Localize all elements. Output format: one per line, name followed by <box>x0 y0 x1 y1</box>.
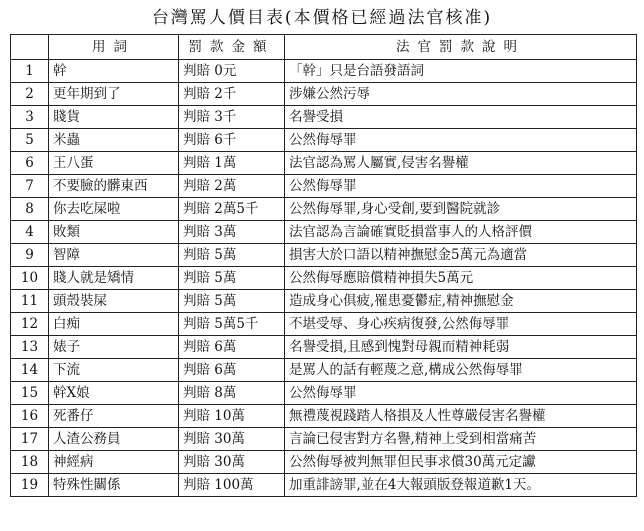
row-term: 智障 <box>49 244 179 267</box>
row-fine: 判賠 5萬 <box>179 267 285 290</box>
row-note: 損害大於口語以精神撫慰金5萬元為適當 <box>285 244 637 267</box>
row-term: 特殊性關係 <box>49 474 179 497</box>
row-term: 死番仔 <box>49 405 179 428</box>
row-term: 王八蛋 <box>49 152 179 175</box>
row-number: 13 <box>11 336 49 359</box>
row-note: 造成身心俱疲,罹患憂鬱症,精神撫慰金 <box>285 290 637 313</box>
row-note: 法官認為罵人屬實,侵害名譽權 <box>285 152 637 175</box>
row-fine: 判賠 30萬 <box>179 428 285 451</box>
table-row <box>11 405 637 428</box>
row-number: 16 <box>11 405 49 428</box>
table-row <box>11 474 637 497</box>
header-number <box>11 35 49 60</box>
header-fine: 罰款金額 <box>179 35 285 60</box>
row-term: 頭殼裝屎 <box>49 290 179 313</box>
row-term: 白痴 <box>49 313 179 336</box>
row-note: 公然侮辱罪 <box>285 175 637 198</box>
table-row <box>11 451 637 474</box>
row-note: 是罵人的話有輕蔑之意,構成公然侮辱罪 <box>285 359 637 382</box>
row-note: 「幹」只是台語發語詞 <box>285 60 637 83</box>
table-row <box>11 175 637 198</box>
row-number: 12 <box>11 313 49 336</box>
header-term: 用詞 <box>49 35 179 60</box>
row-fine: 判賠 10萬 <box>179 405 285 428</box>
row-number: 6 <box>11 152 49 175</box>
row-note: 加重誹謗罪,並在4大報頭版登報道歉1天。 <box>285 474 637 497</box>
page-title: 台灣罵人價目表(本價格已經過法官核准) <box>151 8 493 28</box>
row-note: 涉嫌公然污辱 <box>285 83 637 106</box>
row-number: 4 <box>11 221 49 244</box>
row-fine: 判賠 5萬 <box>179 290 285 313</box>
row-term: 敗類 <box>49 221 179 244</box>
row-number: 8 <box>11 198 49 221</box>
row-note: 公然侮辱罪 <box>285 382 637 405</box>
row-term: 下流 <box>49 359 179 382</box>
row-fine: 判賠 5萬 <box>179 244 285 267</box>
row-note: 公然侮辱罪 <box>285 129 637 152</box>
header-note: 法官罰款說明 <box>285 35 637 60</box>
row-note: 名譽受損,且感到愧對母親而精神耗弱 <box>285 336 637 359</box>
table-row <box>11 313 637 336</box>
table-row <box>11 152 637 175</box>
row-number: 9 <box>11 244 49 267</box>
row-term: 人渣公務員 <box>49 428 179 451</box>
row-note: 公然侮辱罪,身心受創,要到醫院就診 <box>285 198 637 221</box>
row-number: 19 <box>11 474 49 497</box>
row-number: 14 <box>11 359 49 382</box>
row-note: 公然侮辱應賠償精神損失5萬元 <box>285 267 637 290</box>
row-number: 18 <box>11 451 49 474</box>
row-number: 11 <box>11 290 49 313</box>
row-note: 不堪受辱、身心疾病復發,公然侮辱罪 <box>285 313 637 336</box>
row-term: 神經病 <box>49 451 179 474</box>
row-term: 不要臉的髒東西 <box>49 175 179 198</box>
row-note: 法官認為言論確實貶損當事人的人格評價 <box>285 221 637 244</box>
table-row <box>11 428 637 451</box>
row-term: 米蟲 <box>49 129 179 152</box>
table-row <box>11 290 637 313</box>
row-term: 賤貨 <box>49 106 179 129</box>
price-table <box>10 34 637 497</box>
row-note: 名譽受損 <box>285 106 637 129</box>
row-note: 公然侮辱被判無罪但民事求償30萬元定讞 <box>285 451 637 474</box>
row-number: 5 <box>11 129 49 152</box>
table-row <box>11 336 637 359</box>
table-row <box>11 106 637 129</box>
row-fine: 判賠 2萬 <box>179 175 285 198</box>
table-header-row <box>11 35 637 60</box>
row-fine: 判賠 8萬 <box>179 382 285 405</box>
row-note: 言論已侵害對方名譽,精神上受到相當痛苦 <box>285 428 637 451</box>
table-row <box>11 198 637 221</box>
row-fine: 判賠 2千 <box>179 83 285 106</box>
row-fine: 判賠 30萬 <box>179 451 285 474</box>
row-term: 你去吃屎啦 <box>49 198 179 221</box>
row-fine: 判賠 6萬 <box>179 336 285 359</box>
row-fine: 判賠 1萬 <box>179 152 285 175</box>
table-row <box>11 382 637 405</box>
row-fine: 判賠 0元 <box>179 60 285 83</box>
row-term: 更年期到了 <box>49 83 179 106</box>
row-fine: 判賠 6千 <box>179 129 285 152</box>
row-term: 幹 <box>49 60 179 83</box>
row-note: 無禮蔑視踐踏人格損及人性尊嚴侵害名譽權 <box>285 405 637 428</box>
row-fine: 判賠 6萬 <box>179 359 285 382</box>
table-row <box>11 359 637 382</box>
row-fine: 判賠 5萬5千 <box>179 313 285 336</box>
row-term: 賤人就是矯情 <box>49 267 179 290</box>
row-fine: 判賠 2萬5千 <box>179 198 285 221</box>
row-number: 3 <box>11 106 49 129</box>
table-row <box>11 60 637 83</box>
table-row <box>11 129 637 152</box>
table-row <box>11 267 637 290</box>
row-fine: 判賠 100萬 <box>179 474 285 497</box>
row-number: 10 <box>11 267 49 290</box>
table-row <box>11 221 637 244</box>
row-number: 7 <box>11 175 49 198</box>
row-number: 1 <box>11 60 49 83</box>
row-number: 2 <box>11 83 49 106</box>
row-fine: 判賠 3萬 <box>179 221 285 244</box>
row-term: 婊子 <box>49 336 179 359</box>
row-term: 幹X娘 <box>49 382 179 405</box>
table-row <box>11 244 637 267</box>
table-row <box>11 83 637 106</box>
row-fine: 判賠 3千 <box>179 106 285 129</box>
row-number: 17 <box>11 428 49 451</box>
row-number: 15 <box>11 382 49 405</box>
